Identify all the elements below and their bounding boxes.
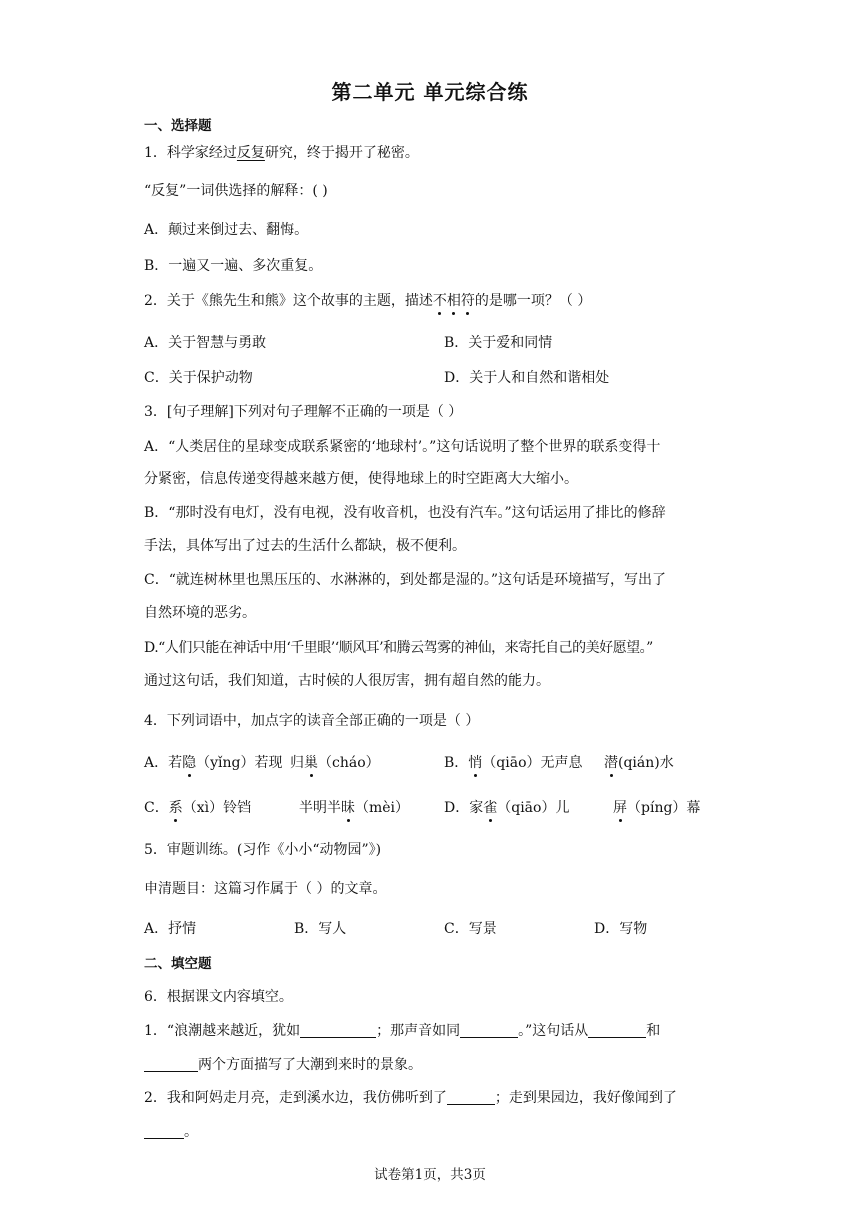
question-4-option-d: D．家雀（qiāo）儿 [444, 800, 570, 816]
question-3-option-b-cont: 手法，具体写出了过去的生活什么都缺，极不便利。 [144, 538, 466, 554]
question-4-option-a: A．若隐（yǐng）若现 [144, 755, 283, 771]
section-heading-fill: 二、填空题 [144, 956, 212, 972]
answer-blank[interactable] [460, 1022, 518, 1038]
question-2-option-c: C．关于保护动物 [144, 370, 253, 386]
dotted-char: 符 [460, 293, 475, 309]
question-4-option-b: B．悄（qiāo）无声息 [444, 755, 583, 771]
question-3-option-a-cont: 分紧密，信息传递变得越来越方便，使得地球上的时空距离大大缩小。 [144, 471, 578, 487]
answer-blank[interactable] [144, 1123, 184, 1139]
question-3-option-c-cont: 自然环境的恶劣。 [144, 605, 256, 621]
question-3-option-b: B．“那时没有电灯，没有电视，没有收音机，也没有汽车。”这句话运用了排比的修辞 [144, 505, 666, 521]
dotted-char: 相 [446, 293, 461, 309]
answer-blank[interactable] [144, 1056, 198, 1072]
question-5-option-b: B．写人 [294, 921, 347, 937]
section-heading-choice: 一、选择题 [144, 118, 212, 134]
question-4-option-c: C．系（xì）铃铛 [144, 800, 252, 816]
question-6-sub-1: 1．“浪潮越来越近，犹如 ；那声音如同 。”这句话从 和 [144, 1023, 661, 1039]
question-1-stem: 1．科学家经过反复研究，终于揭开了秘密。 [144, 145, 419, 161]
question-5-option-a: A．抒情 [144, 921, 197, 937]
question-5-subprompt: 申清题目：这篇习作属于（ ）的文章。 [144, 881, 387, 897]
question-3-option-c: C．“就连树林里也黑压压的、水淋淋的，到处都是湿的。”这句话是环境描写，写出了 [144, 572, 667, 588]
page-footer: 试卷第1页，共3页 [374, 1167, 486, 1183]
question-5-option-c: C．写景 [444, 921, 497, 937]
question-5-option-d: D．写物 [594, 921, 648, 937]
page-title: 第二单元 单元综合练 [331, 80, 529, 104]
question-4-stem: 4．下列词语中，加点字的读音全部正确的一项是（ ） [144, 713, 480, 729]
answer-blank[interactable] [588, 1022, 646, 1038]
question-2-option-d: D．关于人和自然和谐相处 [444, 370, 610, 386]
question-5-stem: 5．审题训练。(习作《小小“动物园”》) [144, 842, 382, 858]
question-3-option-d-cont: 通过这句话，我们知道，古时候的人很厉害，拥有超自然的能力。 [144, 673, 550, 689]
question-3-option-a: A．“人类居住的星球变成联系紧密的‘地球村’。”这句话说明了整个世界的联系变得十 [144, 439, 661, 455]
question-1-option-a: A．颠过来倒过去、翻悔。 [144, 222, 309, 238]
question-6-sub-1-cont: 两个方面描写了大潮到来时的景象。 [144, 1054, 422, 1074]
question-6-stem: 6．根据课文内容填空。 [144, 989, 293, 1005]
question-6-sub-2-cont: 。 [144, 1121, 198, 1141]
question-2-stem: 2．关于《熊先生和熊》这个故事的主题，描述不相符的是哪一项？（ ） [144, 293, 592, 309]
question-4-option-c-2: 半明半昧（mèi） [299, 800, 410, 816]
question-3-stem: 3．[句子理解]下列对句子理解不正确的一项是（ ） [144, 404, 463, 420]
question-6-sub-2: 2．我和阿妈走月亮，走到溪水边，我仿佛听到了 ；走到果园边，我好像闻到了 [144, 1090, 677, 1106]
dotted-char: 不 [432, 293, 447, 309]
answer-blank[interactable] [300, 1022, 376, 1038]
question-2-option-a: A．关于智慧与勇敢 [144, 335, 267, 351]
question-2-option-b: B．关于爱和同情 [444, 335, 553, 351]
question-4-option-d-2: 屏（píng）幕 [613, 800, 701, 816]
question-4-option-a-2: 归巢（cháo） [290, 755, 380, 771]
question-1-option-b: B．一遍又一遍、多次重复。 [144, 258, 323, 274]
question-3-option-d: D.“人们只能在神话中用‘千里眼’‘顺风耳’和腾云驾雾的神仙，来寄托自己的美好愿望。” [144, 640, 653, 656]
question-1-prompt: “反复”一词供选择的解释：( ) [144, 183, 328, 199]
answer-blank[interactable] [447, 1089, 495, 1105]
underlined-word: 反复 [236, 145, 265, 161]
question-4-option-b-2: 潜(qián)水 [604, 755, 674, 771]
